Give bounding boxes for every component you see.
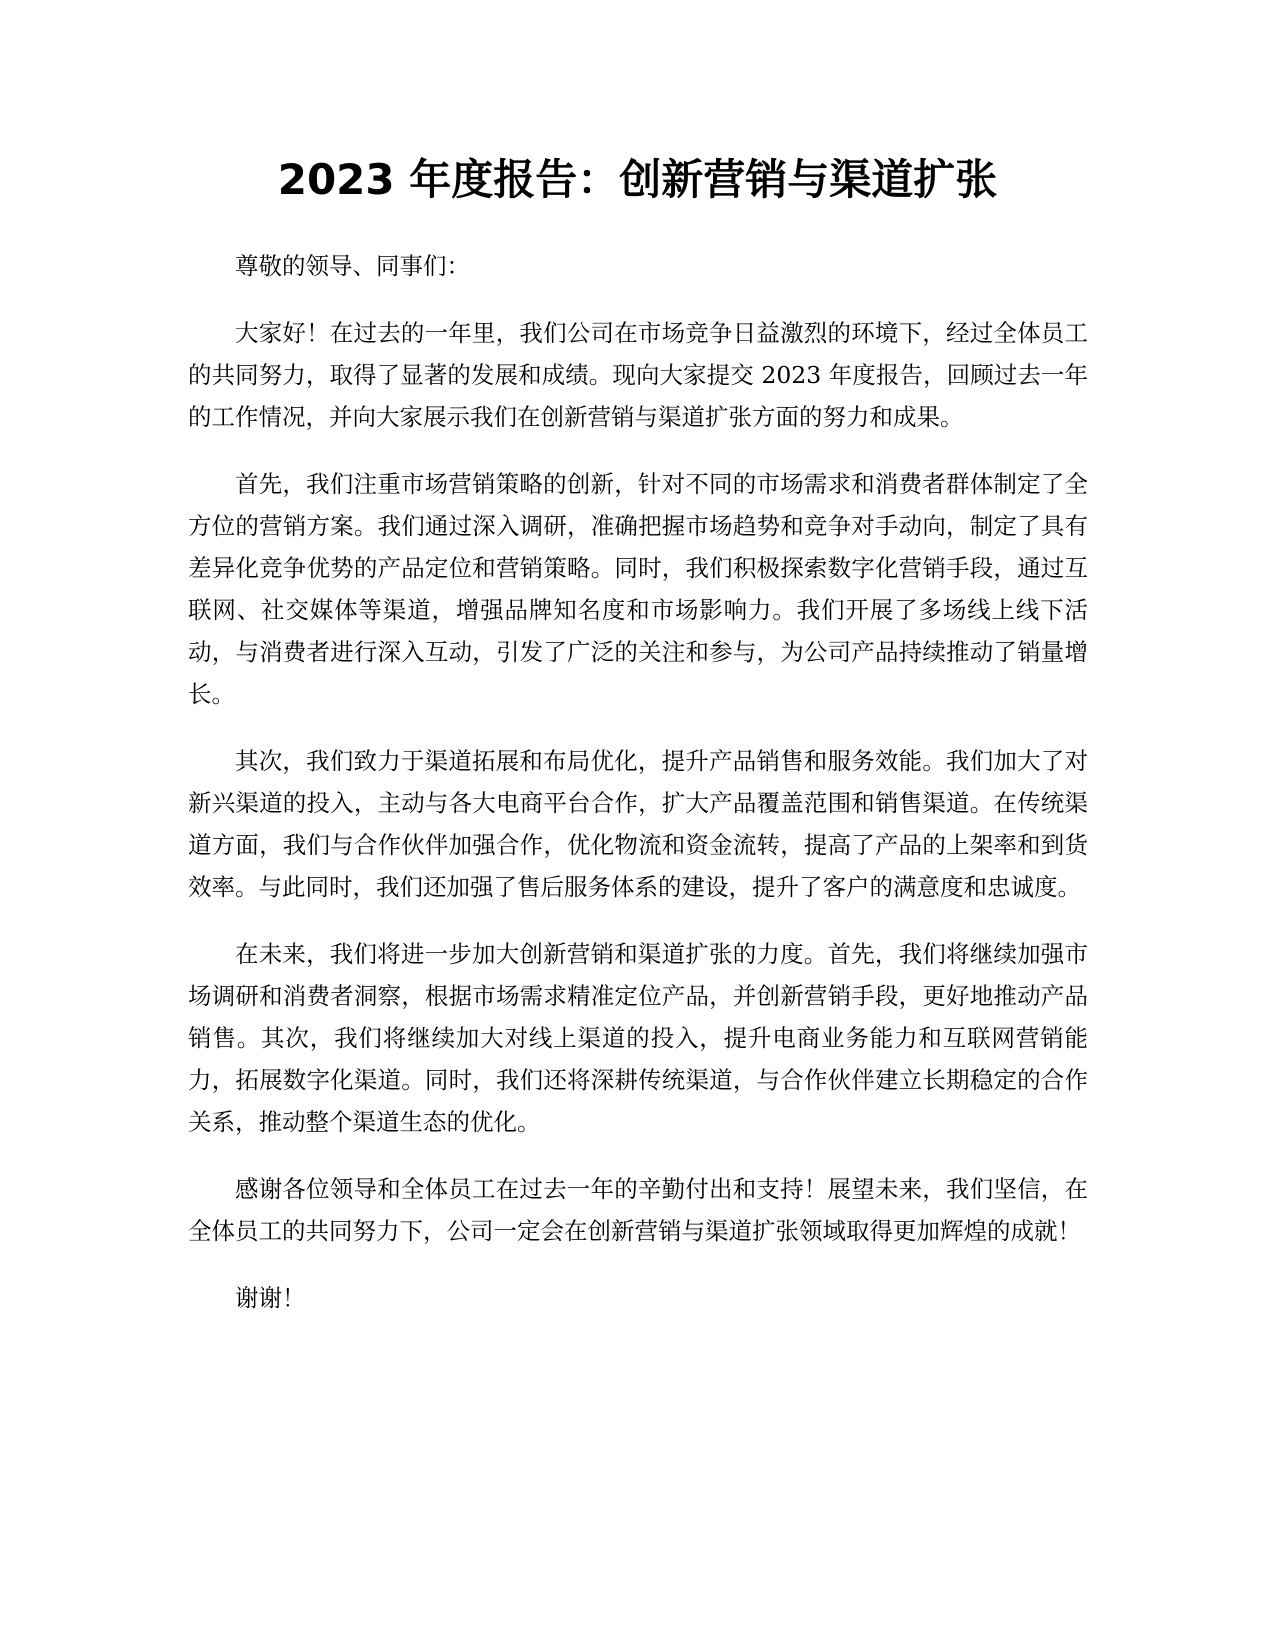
paragraph-greeting: 尊敬的领导、同事们： xyxy=(235,252,470,280)
paragraph-channels: 其次，我们致力于渠道拓展和布局优化，提升产品销售和服务效能。我们加大了对新兴渠道的投入，主动与各大电商平台合作，扩大产品覆盖范围和销售渠道。在传统渠道方面，我们与合作伙伴加强合作，优化物流和资金流转，提高了产品的上架率和到货效率。与此同时，我们还加强了售后服务体系的建设，提升了客户的满意度和忠诚度。 xyxy=(188,747,1088,901)
paragraph-marketing: 首先，我们注重市场营销策略的创新，针对不同的市场需求和消费者群体制定了全方位的营销方案。我们通过深入调研，准确把握市场趋势和竞争对手动向，制定了具有差异化竞争优势的产品定位和营销策略。同时，我们积极探索数字化营销手段，通过互联网、社交媒体等渠道，增强品牌知名度和市场影响力。我们开展了多场线上线下活动，与消费者进行深入互动，引发了广泛的关注和参与，为公司产品持续推动了销量增长。 xyxy=(188,470,1088,708)
paragraph-intro: 大家好！在过去的一年里，我们公司在市场竞争日益激烈的环境下，经过全体员工的共同努力，取得了显著的发展和成绩。现向大家提交 2023 年度报告，回顾过去一年的工作情况，并向大家展示我们在创新营销与渠道扩张方面的努力和成果。 xyxy=(188,319,1088,431)
paragraph-future: 在未来，我们将进一步加大创新营销和渠道扩张的力度。首先，我们将继续加强市场调研和消费者洞察，根据市场需求精准定位产品，并创新营销手段，更好地推动产品销售。其次，我们将继续加大对线上渠道的投入，提升电商业务能力和互联网营销能力，拓展数字化渠道。同时，我们还将深耕传统渠道，与合作伙伴建立长期稳定的合作关系，推动整个渠道生态的优化。 xyxy=(188,940,1088,1136)
document-title: 2023 年度报告：创新营销与渠道扩张 xyxy=(277,155,998,204)
paragraph-closing: 谢谢！ xyxy=(235,1284,306,1312)
document-body xyxy=(188,245,1088,1344)
paragraph-thanks: 感谢各位领导和全体员工在过去一年的辛勤付出和支持！展望未来，我们坚信，在全体员工的共同努力下，公司一定会在创新营销与渠道扩张领域取得更加辉煌的成就！ xyxy=(188,1175,1088,1245)
